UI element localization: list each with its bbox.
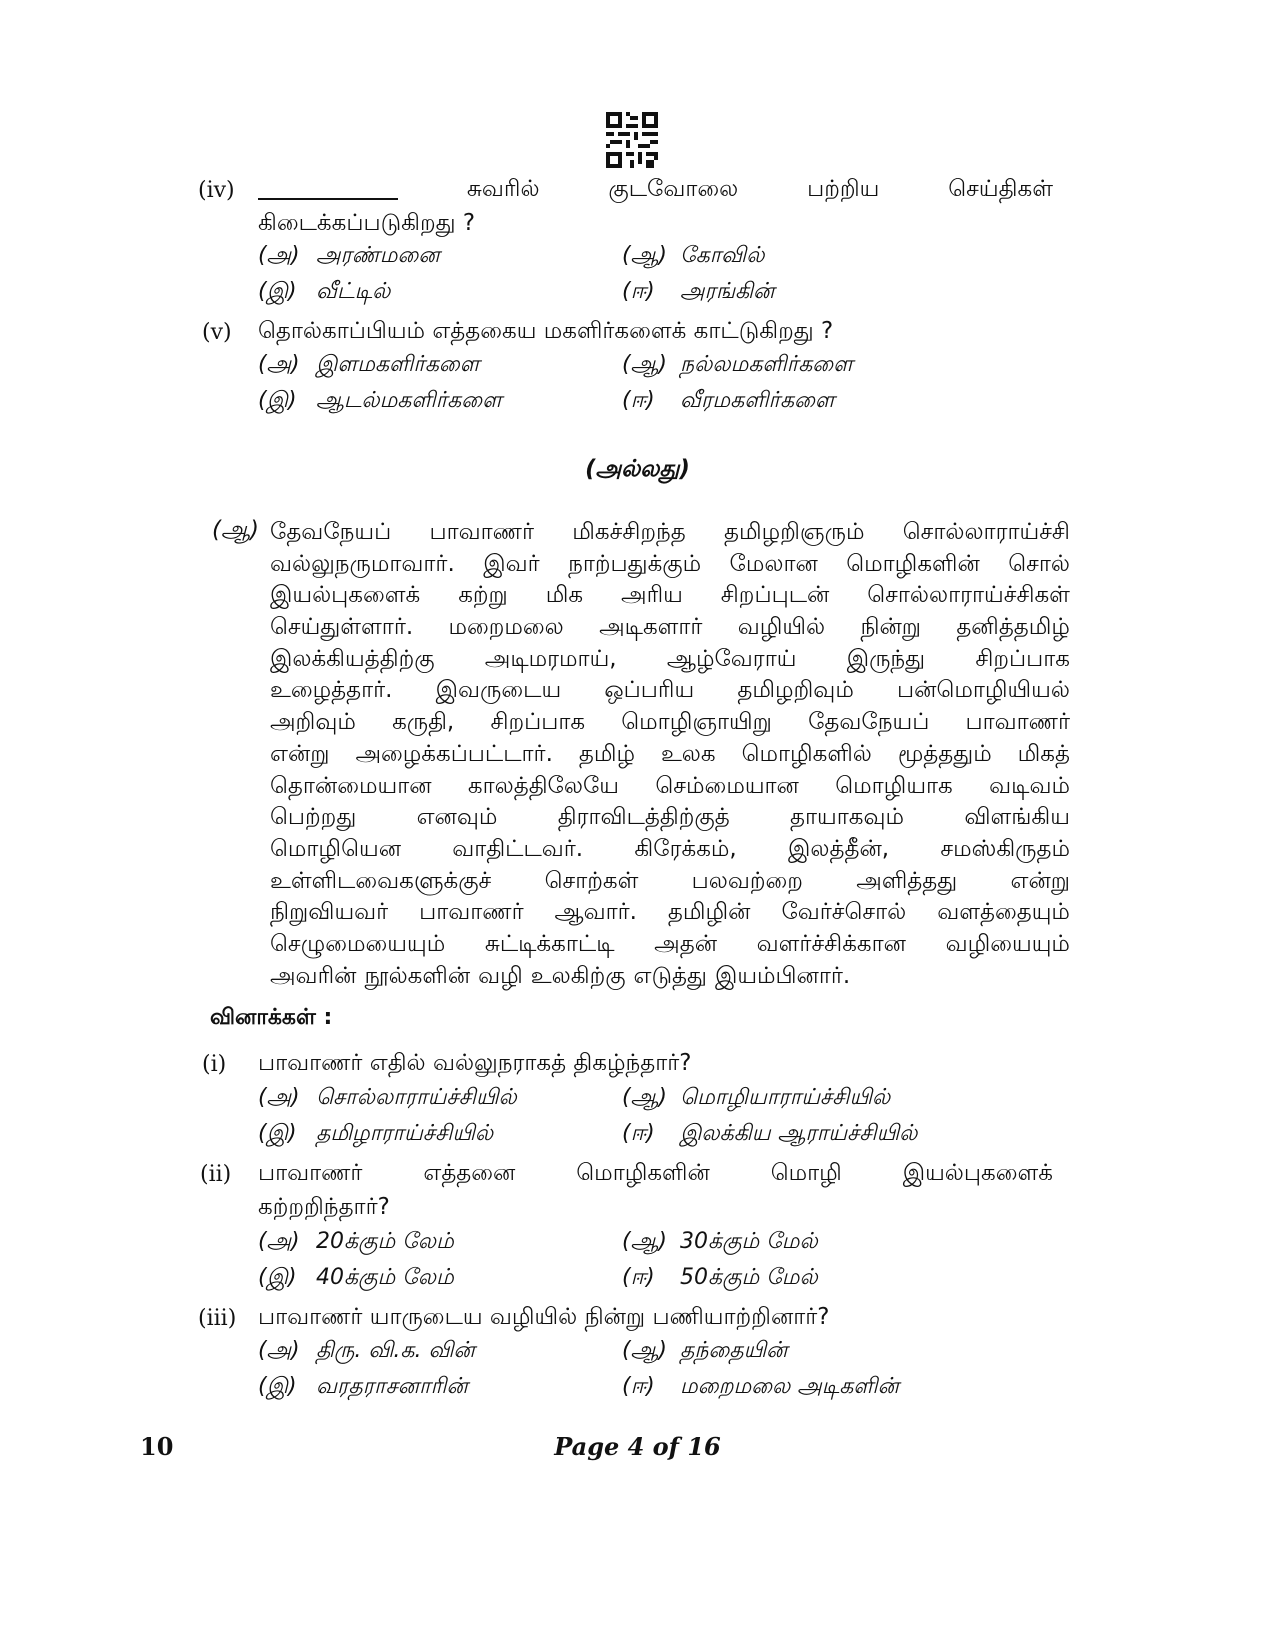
option: (இ) வீட்டில்	[258, 279, 391, 304]
passage-word: என்று	[270, 740, 330, 767]
passage-word: விளங்கிய	[964, 804, 1070, 831]
passage-word: செழுமையையும்	[270, 930, 446, 957]
question-v: தொல்காப்பியம் எத்தகைய மகளிர்களைக் காட்டுகிறது ?	[258, 318, 834, 344]
question-iii: பாவாணர் யாருடைய வழியில் நின்று பணியாற்றினார்?	[258, 1304, 830, 1330]
passage-word: வழியில்	[737, 614, 826, 641]
passage-word: இயல்புகளைக்	[270, 582, 421, 609]
passage-word: தனித்தமிழ்	[956, 614, 1070, 641]
passage-word: அதன்	[654, 930, 718, 957]
option: (ஈ) 50க்கும் மேல்	[622, 1265, 818, 1290]
passage-line	[270, 549, 1070, 581]
or-heading: (அல்லது)	[585, 456, 690, 482]
passage-word: மறைமலை	[448, 614, 564, 641]
question-iv	[258, 172, 1053, 240]
passage-word: வாதிட்டவர்.	[452, 835, 584, 862]
passage-line	[270, 834, 1070, 866]
passage-word: தமிழறிஞரும்	[724, 519, 865, 545]
passage-word: வழி	[478, 962, 523, 989]
passage-line	[270, 929, 1070, 961]
question-number: (iv)	[198, 178, 235, 203]
passage-line	[270, 612, 1070, 644]
passage-word: உலக	[660, 740, 716, 767]
passage-word: பாவாணர்	[419, 899, 524, 926]
passage-word: அழைக்கப்பட்டார்.	[355, 740, 553, 767]
option: (அ) இளமகளிர்களை	[258, 352, 480, 377]
passage-word: மிகச்சிறந்த	[572, 519, 686, 545]
question-word: இயல்புகளைக்	[902, 1160, 1053, 1186]
passage-word: கற்று	[458, 582, 508, 609]
passage-line	[270, 802, 1070, 834]
option: (ஆ) நல்லமகளிர்களை	[622, 352, 853, 377]
question-number: (ii)	[200, 1162, 232, 1187]
passage-word: திராவிடத்திற்குத்	[557, 804, 730, 831]
option: (ஈ) அரங்கின்	[622, 279, 775, 304]
passage-word: அறிவும்	[270, 709, 356, 736]
question-ii	[258, 1156, 1053, 1224]
passage-word: செய்துள்ளார்.	[270, 614, 414, 641]
passage-word: இருந்து	[846, 645, 926, 672]
option: (இ) வரதராசனாரின்	[258, 1374, 468, 1399]
passage-word: நின்று	[860, 614, 922, 641]
passage-word: சிறப்பாக	[490, 709, 586, 736]
questions-label: வினாக்கள் :	[210, 1005, 333, 1030]
passage-line	[270, 739, 1070, 771]
option: (ஆ) தந்தையின்	[622, 1338, 788, 1363]
question-word: குடவோலை	[608, 176, 739, 202]
passage-line	[270, 675, 1070, 707]
passage-word: வடிவம்	[989, 772, 1070, 799]
option: (இ) ஆடல்மகளிர்களை	[258, 388, 502, 413]
passage-word: பெற்றது	[270, 804, 357, 831]
passage-word: எடுத்து	[633, 962, 707, 989]
passage-word: உலகிற்கு	[530, 962, 626, 989]
question-line	[258, 1156, 1053, 1190]
passage-word: மொழியென	[270, 835, 401, 862]
passage-word: என்று	[1010, 867, 1070, 894]
passage-word: வளத்தையும்	[937, 899, 1070, 926]
passage-line	[270, 707, 1070, 739]
passage-word: சொல்லாராய்ச்சிகள்	[867, 582, 1070, 609]
passage	[270, 517, 1070, 992]
passage-word: ஆழ்வேராய்	[666, 645, 797, 672]
paper-code: 10	[140, 1432, 174, 1461]
option: (ஆ) மொழியாராய்ச்சியில்	[622, 1085, 891, 1110]
passage-word: சிறப்புடன்	[720, 582, 830, 609]
passage-word: தேவநேயப்	[270, 519, 392, 545]
passage-word: தாயாகவும்	[790, 804, 904, 831]
option: (ஈ) இலக்கிய ஆராய்ச்சியில்	[622, 1121, 918, 1146]
question-number: (v)	[202, 320, 232, 345]
passage-word: உள்ளிடவைகளுக்குச்	[270, 867, 492, 894]
option: (இ) தமிழாராய்ச்சியில்	[258, 1121, 494, 1146]
passage-line	[270, 644, 1070, 676]
question-word: மொழி	[770, 1160, 842, 1186]
passage-word: மேலான	[729, 550, 818, 577]
option: (ஆ) கோவில்	[622, 243, 765, 268]
passage-word: இயம்பினார்.	[714, 962, 851, 989]
passage-word: வளர்ச்சிக்கான	[756, 930, 906, 957]
passage-line	[270, 897, 1070, 929]
passage-word: அவரின்	[270, 962, 357, 989]
passage-word: சிறப்பாக	[975, 645, 1070, 672]
qr-code	[606, 112, 658, 168]
question-word: சுவரில்	[466, 176, 540, 202]
option: (அ) திரு. வி.க. வின்	[258, 1338, 475, 1363]
question-word: எத்தனை	[423, 1160, 516, 1186]
option: (ஈ) மறைமலை அடிகளின்	[622, 1374, 899, 1399]
passage-word: மொழிகளில்	[741, 740, 872, 767]
passage-word: தமிழ்	[578, 740, 635, 767]
passage-word: மொழிகளின்	[846, 550, 980, 577]
passage-word: நாற்பதுக்கும்	[568, 550, 702, 577]
passage-word: காலத்திலேயே	[467, 772, 620, 799]
passage-word: உழைத்தார்.	[270, 677, 393, 704]
passage-word: இலக்கியத்திற்கு	[270, 645, 435, 672]
passage-word: செம்மையான	[655, 772, 799, 799]
passage-word: மொழிஞாயிறு	[621, 709, 772, 736]
option: (அ) சொல்லாராய்ச்சியில்	[258, 1085, 517, 1110]
passage-word: இலத்தீன்,	[788, 835, 890, 862]
passage-word: தேவநேயப்	[808, 709, 930, 736]
passage-word: இவருடைய	[435, 677, 562, 704]
passage-word: நூல்களின்	[364, 962, 471, 989]
passage-word: கருதி,	[392, 709, 455, 736]
passage-word: அரிய	[621, 582, 683, 609]
passage-line	[270, 517, 1070, 549]
passage-word: மிகத்	[1017, 740, 1070, 767]
passage-word: இவர்	[483, 550, 540, 577]
passage-word: தொன்மையான	[270, 772, 432, 799]
passage-word: வேர்ச்சொல்	[781, 899, 907, 926]
passage-word: கிரேக்கம்,	[634, 835, 737, 862]
passage-word: மிக	[545, 582, 584, 609]
passage-word: எனவும்	[416, 804, 498, 831]
section-mark: (ஆ)	[212, 517, 260, 543]
option: (ஈ) வீரமகளிர்களை	[622, 388, 835, 413]
passage-word: மொழியாக	[835, 772, 953, 799]
passage-line	[270, 580, 1070, 612]
passage-word: வழியையும்	[945, 930, 1070, 957]
passage-word: வல்லுநருமாவார்.	[270, 550, 455, 577]
passage-line	[270, 771, 1070, 803]
question-line: கிடைக்கப்படுகிறது ?	[258, 210, 476, 236]
passage-word: சொல்லாராய்ச்சி	[902, 519, 1070, 545]
question-word: பற்றிய	[807, 176, 880, 202]
passage-word: சொல்	[1008, 550, 1070, 577]
passage-word: அளித்தது	[856, 867, 958, 894]
passage-word: சமஸ்கிருதம்	[940, 835, 1070, 862]
question-number: (i)	[202, 1052, 227, 1077]
passage-word: மூத்ததும்	[897, 740, 992, 767]
passage-word: ஒப்பரிய	[604, 677, 695, 704]
passage-word: சுட்டிக்காட்டி	[484, 930, 615, 957]
passage-word: அடிமரமாய்,	[484, 645, 617, 672]
question-number: (iii)	[198, 1306, 237, 1331]
passage-word: நிறுவியவர்	[270, 899, 389, 926]
page-number: Page 4 of 16	[554, 1432, 721, 1461]
passage-word: பன்மொழியியல்	[897, 677, 1070, 704]
passage-word: பாவாணர்	[965, 709, 1070, 736]
passage-word: தமிழறிவும்	[737, 677, 854, 704]
option: (இ) 40க்கும் லேம்	[258, 1265, 454, 1290]
passage-word: சொற்கள்	[544, 867, 639, 894]
passage-word: அடிகளார்	[599, 614, 703, 641]
question-word: மொழிகளின்	[576, 1160, 710, 1186]
question-line: கற்றறிந்தார்?	[258, 1194, 390, 1220]
question-word: செய்திகள்	[948, 176, 1053, 202]
passage-word: ஆவார்.	[554, 899, 637, 926]
fill-blank	[258, 172, 398, 200]
passage-line	[270, 961, 1070, 993]
passage-word: பலவற்றை	[691, 867, 803, 894]
passage-line	[270, 866, 1070, 898]
passage-word: தமிழின்	[667, 899, 751, 926]
question-word: பாவாணர்	[258, 1160, 363, 1186]
option: (ஆ) 30க்கும் மேல்	[622, 1229, 818, 1254]
option: (அ) 20க்கும் லேம்	[258, 1229, 454, 1254]
question-line	[258, 172, 1053, 206]
passage-word: பாவாணர்	[429, 519, 534, 545]
question-i: பாவாணர் எதில் வல்லுநராகத் திகழ்ந்தார்?	[258, 1050, 692, 1076]
option: (அ) அரண்மனை	[258, 243, 440, 268]
